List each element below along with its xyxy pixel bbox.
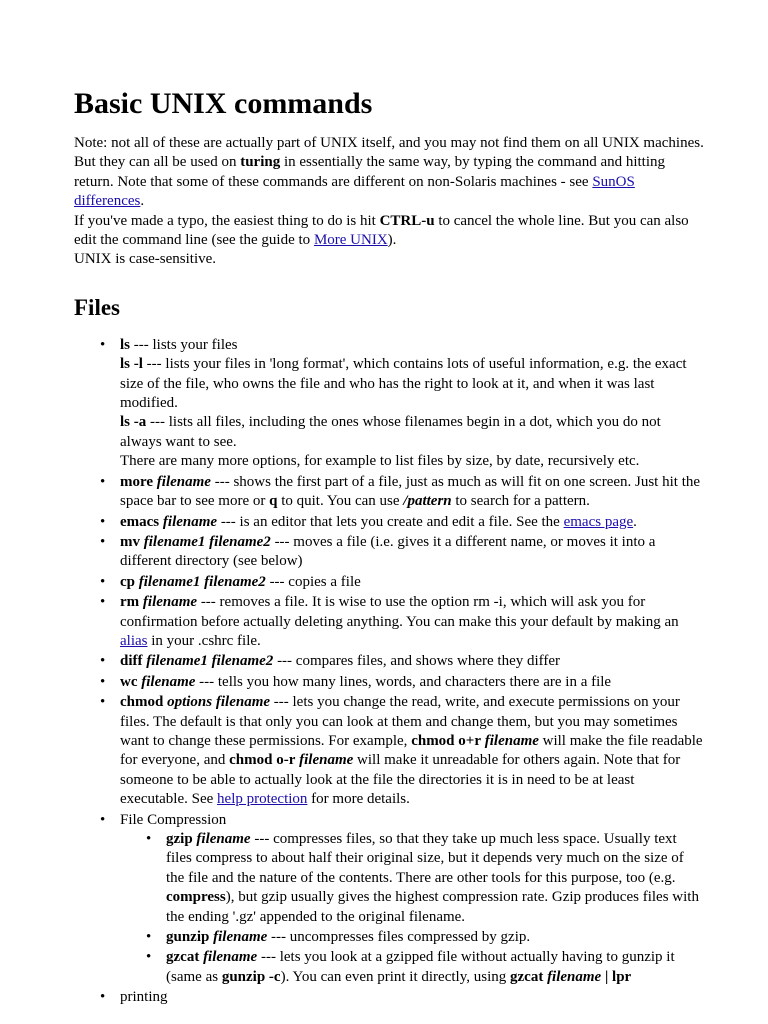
rm-description: in your .cshrc file. xyxy=(147,632,261,649)
ls-more-options: There are many more options, for example to list files by size, by date, recursively etc. xyxy=(120,453,640,470)
alias-link[interactable]: alias xyxy=(120,632,148,649)
diff-argument: filename1 filename2 xyxy=(142,653,274,670)
turing-term: turing xyxy=(240,154,281,171)
intro-text: . xyxy=(140,193,145,210)
emacs-command: emacs xyxy=(120,513,160,530)
ctrl-u-key: CTRL-u xyxy=(379,212,435,229)
list-item-emacs xyxy=(120,513,704,532)
files-heading: Files xyxy=(74,294,120,320)
chmod-argument: options filename xyxy=(163,694,271,711)
compression-command-list xyxy=(120,830,704,987)
help-protection-link[interactable]: help protection xyxy=(217,791,308,808)
more-description: to quit. You can use xyxy=(277,493,404,510)
list-item-chmod xyxy=(120,693,704,809)
gzcat-argument: filename xyxy=(199,949,258,966)
diff-command: diff xyxy=(120,653,143,670)
cp-argument: filename1 filename2 xyxy=(135,573,266,590)
list-item-more xyxy=(120,473,704,512)
cp-description: --- copies a file xyxy=(265,573,361,590)
ls-description: --- lists your files xyxy=(130,336,238,353)
gunzip-argument: filename xyxy=(209,929,268,946)
list-item-file-compression xyxy=(120,811,704,988)
gunzip-command: gunzip xyxy=(166,929,210,946)
intro-text: If you've made a typo, the easiest thing to do is hit xyxy=(74,212,380,229)
list-item-rm xyxy=(120,593,704,651)
intro-paragraph xyxy=(74,134,704,270)
intro-text: ). xyxy=(387,232,397,249)
list-item-gzip xyxy=(166,830,704,927)
chmod-example-argument: filename xyxy=(295,752,354,769)
rm-command: rm xyxy=(120,594,140,611)
emacs-description: --- is an editor that lets you create and edit a file. See the xyxy=(217,513,564,530)
more-description: --- shows the first part of a file, just as much as will fit on one screen. Just hit the space bar to see more or xyxy=(120,473,701,510)
emacs-argument: filename xyxy=(159,513,218,530)
wc-argument: filename xyxy=(137,673,196,690)
emacs-page-link[interactable]: emacs page xyxy=(563,513,634,530)
compress-term: compress xyxy=(166,889,226,906)
list-item-cp xyxy=(120,573,704,592)
page-title: Basic UNIX commands xyxy=(74,87,373,120)
files-command-list xyxy=(74,336,704,1008)
gzip-description: --- compresses files, so that they take up much less space. Usually text files compress to about half their original size, but it depends very much on the size of the file and the nature of the contents. There are other tools for this purpose, too (e.g. xyxy=(166,831,684,886)
mv-description: --- moves a file (i.e. gives it a different name, or moves it into a different directory (see below) xyxy=(120,533,656,570)
pattern-term: /pattern xyxy=(403,493,452,510)
emacs-description: . xyxy=(633,513,637,530)
gzcat-description: --- lets you look at a gzipped file without actually having to gunzip it (same as xyxy=(166,949,675,985)
ls-a-command: ls -a xyxy=(120,414,147,431)
more-unix-link[interactable]: More UNIX xyxy=(313,232,388,249)
gzcat-example-argument: filename xyxy=(543,968,602,985)
gzip-description: ), but gzip usually gives the highest compression rate. Gzip produces files with the ending '.gz' appended to the original filename. xyxy=(166,889,699,925)
ls-a-description: --- lists all files, including the ones whose filenames begin in a dot, which you do not always want to see. xyxy=(120,414,661,450)
gzip-argument: filename xyxy=(192,831,251,847)
ls-l-command: ls -l xyxy=(120,356,143,373)
intro-text: in essentially the same way, by typing the command and hitting return. Note that some of these commands are different on non-Solaris machines - see xyxy=(74,154,666,190)
lpr-pipe: | lpr xyxy=(601,968,632,985)
gzip-command: gzip xyxy=(166,831,193,847)
diff-description: --- compares files, and shows where they differ xyxy=(273,653,561,670)
file-compression-label: File Compression xyxy=(120,811,227,828)
cp-command: cp xyxy=(120,573,135,590)
list-item-mv xyxy=(120,533,704,572)
printing-label: printing xyxy=(120,989,168,1006)
intro-text: to cancel the whole line. But you can also edit the command line (see the guide to xyxy=(74,212,689,249)
list-item-ls xyxy=(120,336,704,472)
chmod-description: will make it unreadable for others again. Note that for someone to be able to actually look at the file the directories it is in need to be at least executable. See xyxy=(120,752,681,808)
gzcat-command: gzcat xyxy=(166,949,200,966)
case-sensitive-note: UNIX is case-sensitive. xyxy=(74,251,217,268)
wc-description: --- tells you how many lines, words, and characters there are in a file xyxy=(195,673,612,690)
chmod-description: for more details. xyxy=(307,791,410,808)
list-item-gzcat xyxy=(166,948,704,987)
list-item-wc xyxy=(120,673,704,692)
rm-description: --- removes a file. It is wise to use the option rm -i, which will ask you for confirmation before actually deleting anything. You can make this your default by making an xyxy=(120,594,679,630)
gunzip-description: --- uncompresses files compressed by gzip. xyxy=(267,929,531,946)
chmod-example-argument: filename xyxy=(480,732,539,749)
list-item-gunzip xyxy=(166,928,704,947)
sunos-differences-link[interactable]: SunOS differences xyxy=(74,173,635,210)
rm-argument: filename xyxy=(139,594,198,611)
more-description: to search for a pattern. xyxy=(451,493,590,510)
mv-command: mv xyxy=(120,533,140,550)
gzcat-description: ). You can even print it directly, using xyxy=(280,968,510,985)
chmod-example-command: chmod o-r xyxy=(229,752,296,769)
intro-text: Note: not all of these are actually part of UNIX itself, and you may not find them on all UNIX machines. But they can all be used on xyxy=(74,135,704,171)
list-item-printing xyxy=(120,988,704,1007)
chmod-description: will make the file readable for everyone, and xyxy=(120,732,703,769)
ls-l-description: --- lists your files in 'long format', which contains lots of useful information, e.g. the exact size of the file, who owns the file and who has the right to look at it, and when it was last modified. xyxy=(120,356,687,412)
wc-command: wc xyxy=(120,673,138,690)
chmod-command: chmod xyxy=(120,694,164,711)
list-item-diff xyxy=(120,652,704,671)
chmod-example-command: chmod o+r xyxy=(411,732,481,749)
mv-argument: filename1 filename2 xyxy=(140,533,271,550)
gzcat-example-command: gzcat xyxy=(510,968,544,985)
more-argument: filename xyxy=(153,473,211,490)
chmod-description: --- lets you change the read, write, and execute permissions on your files. The default is that only you can look at them and change them, but you may sometimes want to change these permissions. For example, xyxy=(120,694,680,749)
quit-key: q xyxy=(269,493,278,510)
gunzip-c-term: gunzip -c xyxy=(221,968,281,985)
ls-command: ls xyxy=(120,336,131,353)
document-content xyxy=(74,86,704,1009)
more-command: more xyxy=(120,473,154,490)
